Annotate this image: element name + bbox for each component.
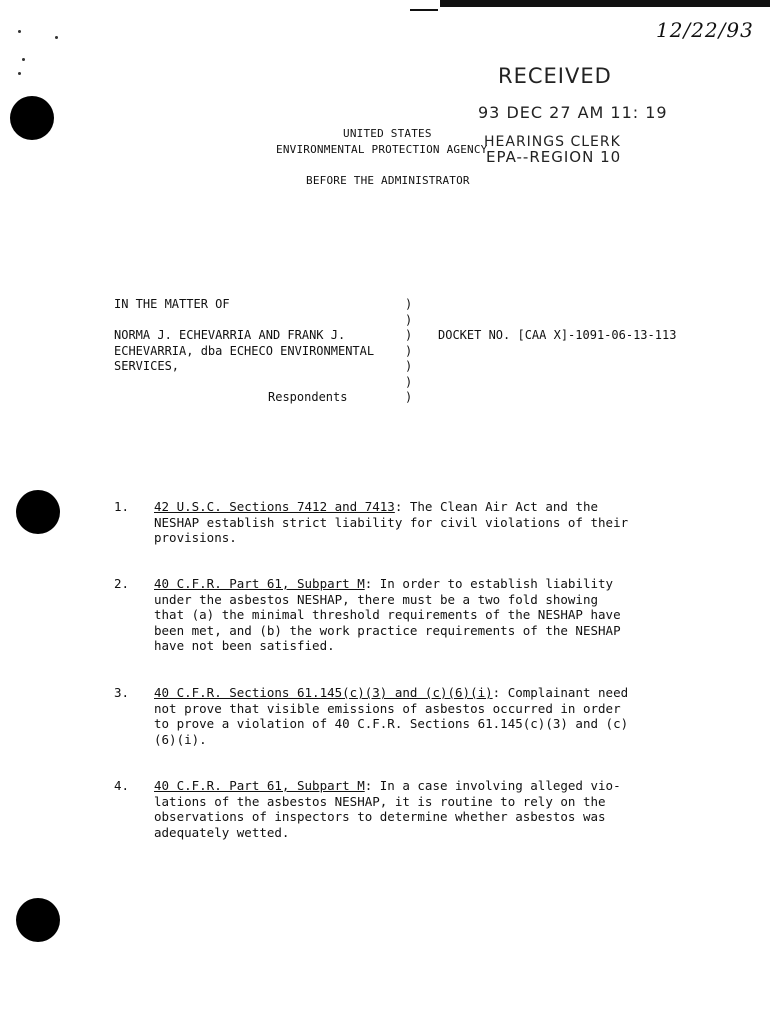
- received-stamp: RECEIVED: [498, 64, 612, 88]
- headnote-line: provisions.: [154, 530, 237, 545]
- punch-hole-bottom: [16, 898, 60, 942]
- headnote-item: [114, 778, 674, 843]
- headnote-citation: 42 U.S.C. Sections 7412 and 7413: [154, 499, 395, 514]
- received-datetime: 93 DEC 27 AM 11: 19: [478, 103, 668, 122]
- headnote-citation: 40 C.F.R. Part 61, Subpart M: [154, 576, 365, 591]
- punch-hole-top: [10, 96, 54, 140]
- hearings-clerk-stamp: HEARINGS CLERK: [484, 134, 621, 150]
- caption-respondents: Respondents: [268, 390, 348, 404]
- headnote-line: that (a) the minimal threshold requirements of the NESHAP have: [154, 607, 621, 622]
- headnote-number: 2.: [114, 576, 130, 591]
- headnote-item: [114, 685, 674, 750]
- headnote-line: : The Clean Air Act and the: [394, 499, 599, 514]
- headnote-line: : In a case involving alleged vio-: [364, 778, 621, 793]
- handwritten-date: 12/22/93: [656, 18, 754, 42]
- punch-hole-middle: [16, 490, 60, 534]
- scan-speck: [18, 30, 21, 33]
- scan-speck: [18, 72, 21, 75]
- headnote-citation: 40 C.F.R. Part 61, Subpart M: [154, 778, 365, 793]
- headnote-line: NESHAP establish strict liability for civil violations of their: [154, 514, 629, 530]
- docket-number: DOCKET NO. [CAA X]-1091-06-13-113: [438, 328, 677, 342]
- header-before-administrator: BEFORE THE ADMINISTRATOR: [306, 174, 470, 187]
- caption-matter: IN THE MATTER OF: [114, 297, 230, 311]
- caption-parentheses: ) ) ) ) ) ) ): [405, 297, 413, 404]
- headnote-number: 3.: [114, 685, 130, 700]
- headnote-body: [154, 778, 654, 840]
- headnote-line: not prove that visible emissions of asbestos occurred in order: [154, 700, 621, 716]
- scan-speck: [22, 58, 25, 61]
- headnote-body: [154, 499, 654, 546]
- headnote-item: [114, 576, 674, 656]
- headnote-line: lations of the asbestos NESHAP, it is routine to rely on the: [154, 793, 606, 809]
- headnote-number: 4.: [114, 778, 130, 793]
- headnote-line: have not been satisfied.: [154, 638, 335, 653]
- scan-edge-bar: [440, 0, 770, 7]
- headnote-line: : Complainant need: [492, 685, 629, 700]
- scan-edge-dash: [410, 9, 438, 11]
- epa-region-stamp: EPA--REGION 10: [486, 148, 622, 166]
- headnote-line: under the asbestos NESHAP, there must be a two fold showing: [154, 591, 599, 607]
- caption-parties-line1: NORMA J. ECHEVARRIA AND FRANK J.: [114, 328, 346, 342]
- headnote-body: [154, 576, 654, 654]
- header-agency: ENVIRONMENTAL PROTECTION AGENCY: [276, 143, 488, 156]
- headnote-line: adequately wetted.: [154, 824, 290, 840]
- scan-speck: [55, 36, 58, 39]
- headnote-number: 1.: [114, 499, 130, 514]
- headnote-citation: 40 C.F.R. Sections 61.145(c)(3) and (c)(6)(i): [154, 685, 493, 700]
- headnote-line: been met, and (b) the work practice requirements of the NESHAP: [154, 622, 621, 638]
- headnote-line: observations of inspectors to determine whether asbestos was: [154, 809, 606, 824]
- headnote-line: : In order to establish liability: [364, 576, 614, 591]
- headnote-line: to prove a violation of 40 C.F.R. Sections 61.145(c)(3) and (c): [154, 716, 629, 731]
- headnote-line: (6)(i).: [154, 731, 207, 747]
- headnote-item: [114, 499, 674, 549]
- caption-parties-line2: ECHEVARRIA, dba ECHECO ENVIRONMENTAL: [114, 344, 375, 358]
- header-united-states: UNITED STATES: [343, 127, 432, 140]
- caption-parties-line3: SERVICES,: [114, 359, 180, 373]
- headnote-body: [154, 685, 654, 747]
